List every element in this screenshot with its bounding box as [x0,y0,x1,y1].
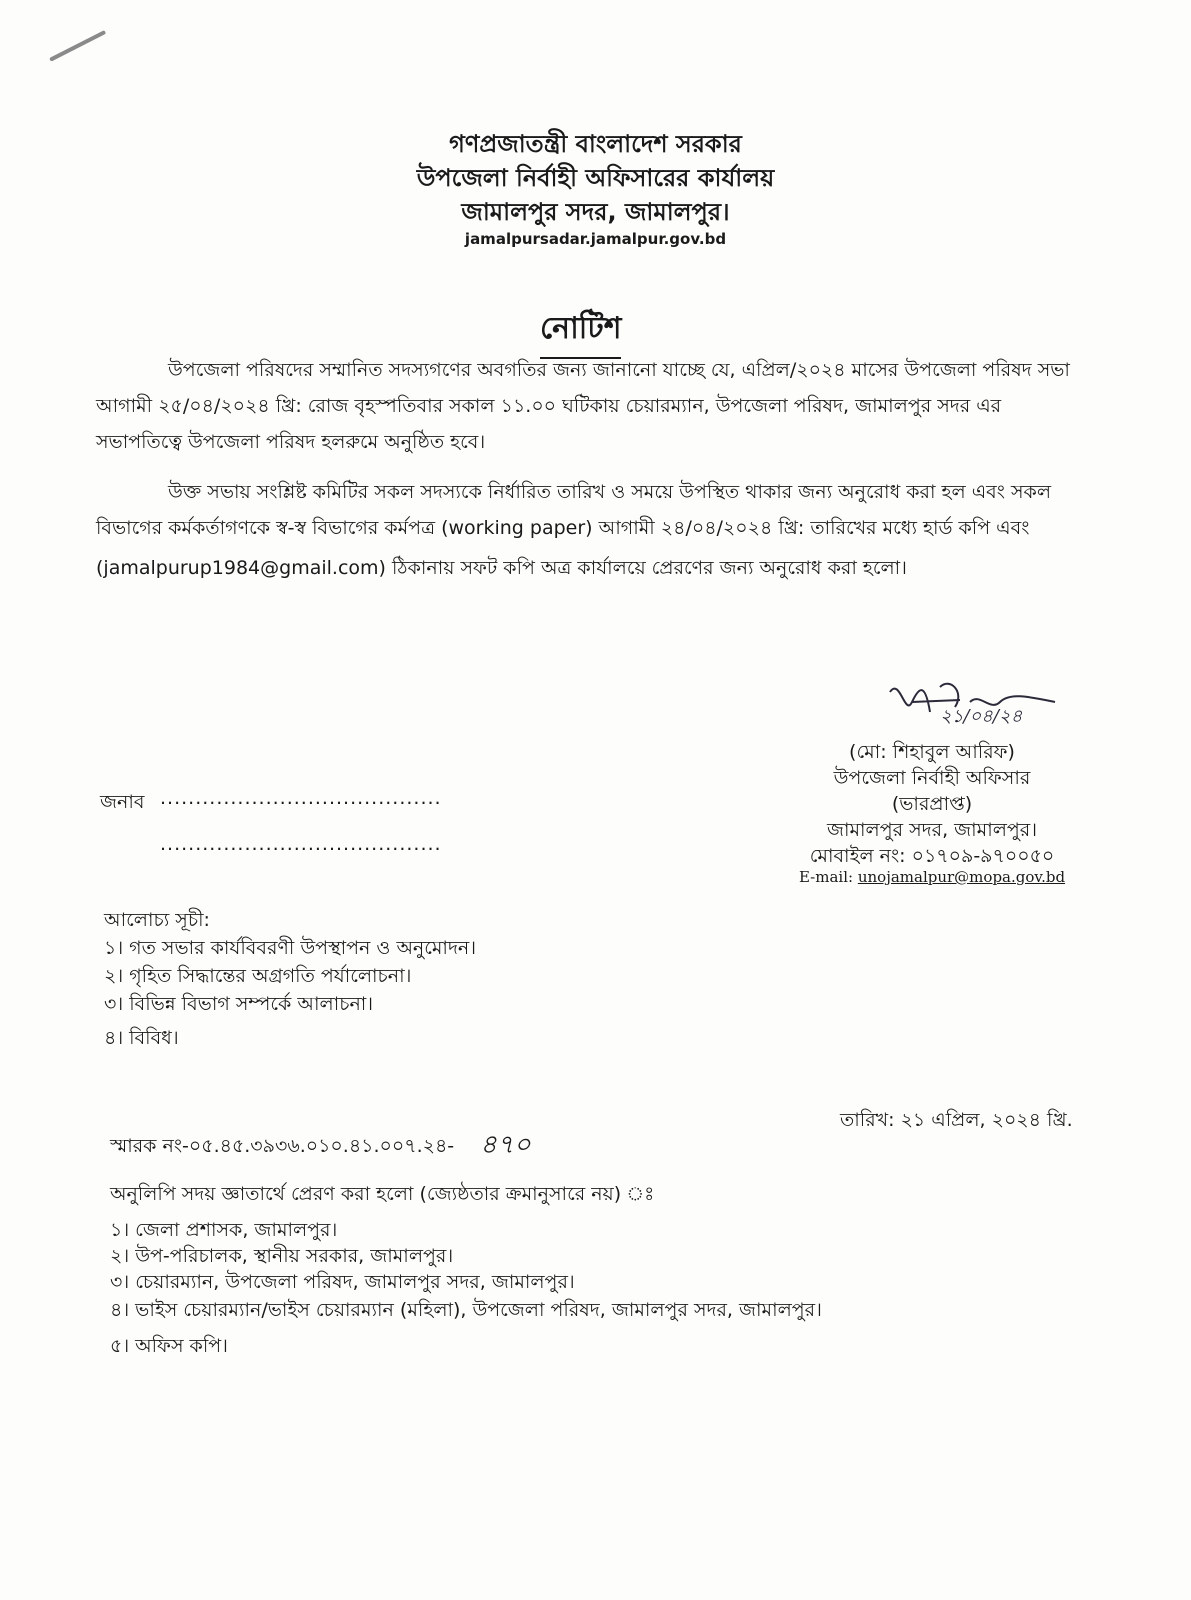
copies-item: ৪। ভাইস চেয়ারম্যান/ভাইস চেয়ারম্যান (মহিলা), উপজেলা পরিষদ, জামালপুর সদর, জামালপুর। [110,1299,822,1321]
signatory-email [782,868,1082,886]
agenda-item: ৩। বিভিন্ন বিভাগ সম্পর্কে আলাচনা। [104,993,374,1015]
agenda-item: ১। গত সভার কার্যবিবরণী উপস্থাপন ও অনুমোদন। [104,937,477,959]
memo-date: তারিখ: ২১ এপ্রিল, ২০২৪ খ্রি. [840,1109,1073,1131]
copies-item: ৫। অফিস কপি। [110,1335,228,1357]
para1-line2: আগামী ২৫/০৪/২০২৪ খ্রি: রোজ বৃহস্পতিবার সকাল ১১.০০ ঘটিকায় চেয়ারম্যান, উপজেলা পরিষদ, জামালপুর সদর এর [96,395,1002,417]
copies-title: অনুলিপি সদয় জ্ঞাতার্থে প্রেরণ করা হলো (জ্যেষ্ঠতার ক্রমানুসারে নয়) ঃ [110,1183,655,1205]
email-label: E-mail: [798,868,854,886]
para2-line1: উক্ত সভায় সংশ্লিষ্ট কমিটির সকল সদস্যকে নির্ধারিত তারিখ ও সময়ে উপস্থিত থাকার জন্য অনুরোধ করা হল এবং সকল [168,481,1051,503]
memo-number: স্মারক নং-০৫.৪৫.৩৯৩৬.০১০.৪১.০০৭.২৪- [110,1135,455,1157]
para1-line1: উপজেলা পরিষদের সম্মানিত সদস্যগণের অবগতির জন্য জানানো যাচ্ছে যে, এপ্রিল/২০২৪ মাসের উপজেলা পরিষদ সভা [168,359,1070,381]
agenda-title: আলোচ্য সূচী: [104,909,210,931]
addressee-label: জনাব [100,791,145,813]
signature-date: ২১/০৪/২৪ [940,706,1023,727]
copies-item: ১। জেলা প্রশাসক, জামালপুর। [110,1219,338,1241]
signatory-designation: উপজেলা নির্বাহী অফিসার [833,767,1031,789]
signatory-status: (ভারপ্রাপ্ত) [891,793,973,815]
header-website: jamalpursadar.jamalpur.gov.bd [464,230,727,248]
signatory-mobile: মোবাইল নং: ০১৭০৯-৯৭০০৫০ [809,845,1055,867]
agenda-item: ৪। বিবিধ। [104,1027,179,1049]
copies-item: ৩। চেয়ারম্যান, উপজেলা পরিষদ, জামালপুর সদর, জামালপুর। [110,1271,575,1293]
copies-item: ২। উপ-পরিচালক, স্থানীয় সরকার, জামালপুর। [110,1245,454,1267]
para1-line3: সভাপতিত্বে উপজেলা পরিষদ হলরুমে অনুষ্ঠিত হবে। [96,431,486,453]
notice-title: নোটিশ [540,304,621,359]
pen-mark [49,30,106,62]
signatory-name: (মো: শিহাবুল আরিফ) [849,741,1015,763]
header-location: জামালপুর সদর, জামালপুর। [461,198,730,226]
agenda-item: ২। গৃহিত সিদ্ধান্তের অগ্রগতি পর্যালোচনা। [104,965,412,987]
header-office: উপজেলা নির্বাহী অফিসারের কার্যালয় [416,164,775,192]
para2-line3: (jamalpurup1984@gmail.com) ঠিকানায় সফট কপি অত্র কার্যালয়ে প্রেরণের জন্য অনুরোধ করা হলো। [96,557,907,579]
para2-line2: বিভাগের কর্মকর্তাগণকে স্ব-স্ব বিভাগের কর্মপত্র (working paper) আগামী ২৪/০৪/২০২৪ খ্রি: তারিখের মধ্যে হার্ড কপি এবং [96,517,1030,539]
addressee-dots-2: ........................................ [160,833,442,855]
signatory-office: জামালপুর সদর, জামালপুর। [826,819,1038,841]
email-address: unojamalpur@mopa.gov.bd [857,868,1066,886]
memo-handwritten-number: ৪৭০ [480,1130,531,1160]
header-government: গণপ্রজাতন্ত্রী বাংলাদেশ সরকার [449,130,742,158]
addressee-dots-1: ........................................ [160,787,442,809]
